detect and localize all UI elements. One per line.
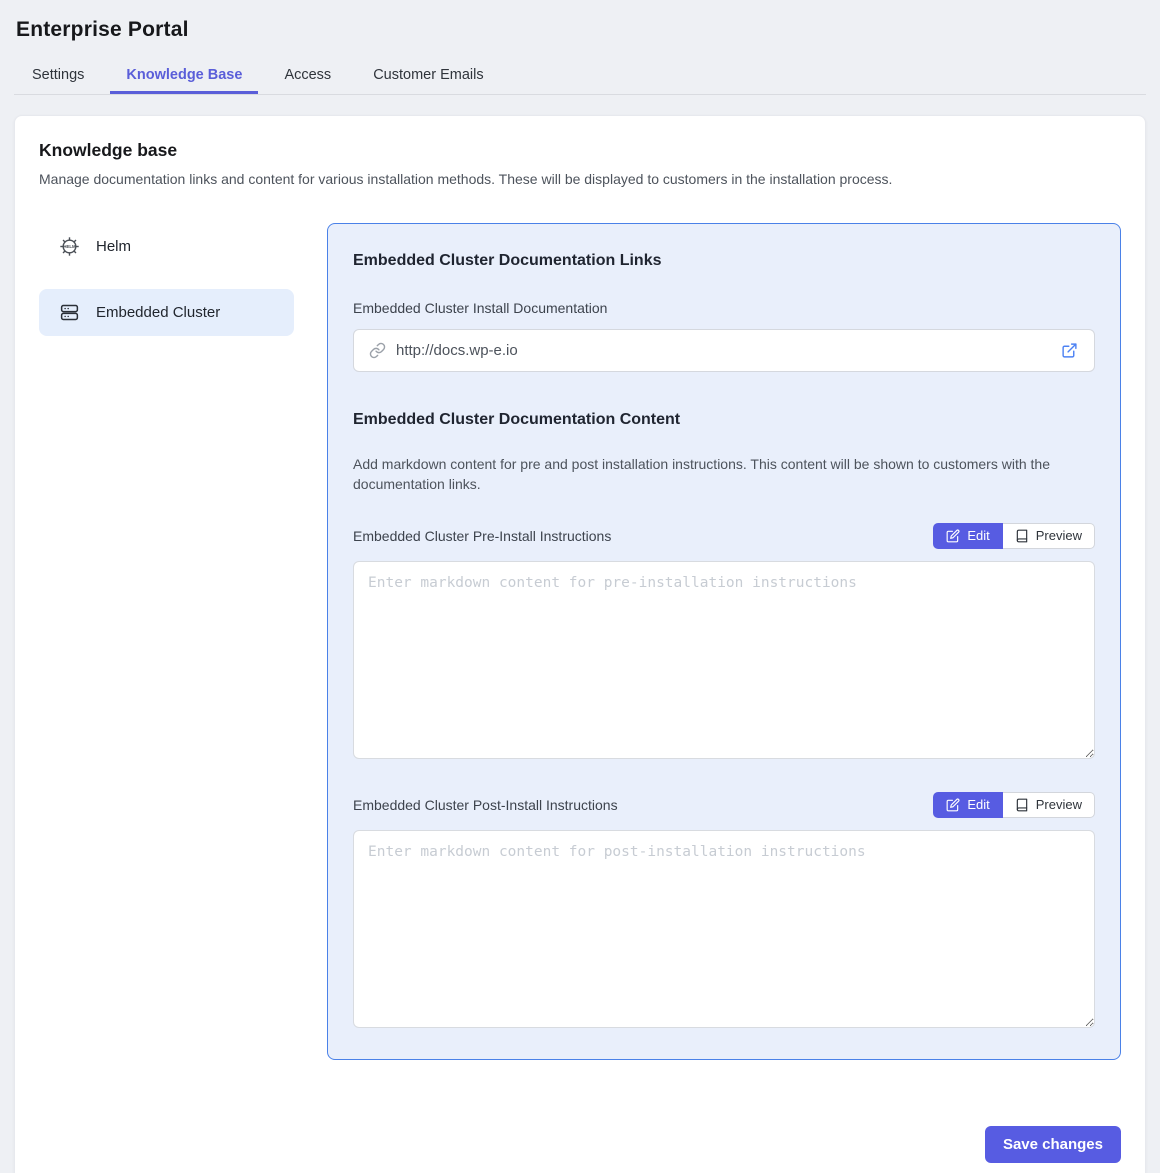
open-link-button[interactable] (1059, 340, 1080, 361)
preview-button-label: Preview (1035, 797, 1082, 813)
edit-icon (946, 529, 960, 543)
post-install-mode-toggle (933, 792, 1095, 818)
save-row (39, 1126, 1121, 1163)
save-changes-button[interactable]: Save changes (985, 1126, 1121, 1163)
page-title: Enterprise Portal (16, 18, 189, 41)
embedded-cluster-panel (327, 223, 1121, 1060)
edit-button-label: Edit (967, 528, 990, 544)
tab-customer-emails[interactable]: Customer Emails (373, 67, 484, 83)
pre-install-label-row (353, 523, 1095, 549)
edit-button[interactable] (933, 523, 1002, 549)
preview-button-label: Preview (1035, 528, 1082, 544)
install-doc-url-input[interactable] (396, 342, 1059, 359)
helm-icon (59, 236, 80, 257)
sidebar-item-embedded-cluster[interactable] (39, 289, 294, 336)
external-link-icon (1061, 342, 1078, 359)
sidebar-item-label: Embedded Cluster (96, 304, 221, 321)
preview-button[interactable] (1003, 792, 1095, 818)
edit-icon (946, 798, 960, 812)
app-header (0, 0, 1160, 48)
book-icon (1015, 798, 1029, 812)
tab-knowledge-base[interactable]: Knowledge Base (110, 56, 258, 94)
tab-settings[interactable]: Settings (32, 67, 85, 83)
post-install-textarea[interactable] (353, 830, 1095, 1028)
svg-text:HELM: HELM (63, 244, 76, 250)
link-icon (369, 342, 386, 359)
pre-install-textarea[interactable] (353, 561, 1095, 759)
tab-access[interactable]: Access (284, 67, 332, 83)
content-section-title: Embedded Cluster Documentation Content (353, 411, 681, 428)
install-doc-field (353, 329, 1095, 372)
preview-button[interactable] (1003, 523, 1095, 549)
install-method-sidebar (39, 223, 294, 1060)
tab-bar (14, 56, 1146, 95)
sidebar-item-label: Helm (96, 238, 132, 255)
edit-button-label: Edit (967, 797, 990, 813)
content-row (39, 223, 1121, 1060)
card-description: Manage documentation links and content for various installation methods. These will be displayed to customers in the installation process. (39, 171, 893, 187)
content-section-description: Add markdown content for pre and post installation instructions. This content will be shown to customers with the documentation links. (353, 456, 1050, 493)
book-icon (1015, 529, 1029, 543)
links-section-title: Embedded Cluster Documentation Links (353, 252, 662, 269)
knowledge-base-card (14, 115, 1146, 1173)
post-install-label-row (353, 792, 1095, 818)
install-doc-label: Embedded Cluster Install Documentation (353, 300, 608, 316)
post-install-label: Embedded Cluster Post-Install Instructions (353, 796, 618, 813)
card-title: Knowledge base (39, 140, 178, 160)
edit-button[interactable] (933, 792, 1002, 818)
server-stack-icon (59, 302, 80, 323)
pre-install-mode-toggle (933, 523, 1095, 549)
sidebar-item-helm[interactable] (39, 223, 294, 270)
pre-install-label: Embedded Cluster Pre-Install Instructions (353, 527, 612, 544)
